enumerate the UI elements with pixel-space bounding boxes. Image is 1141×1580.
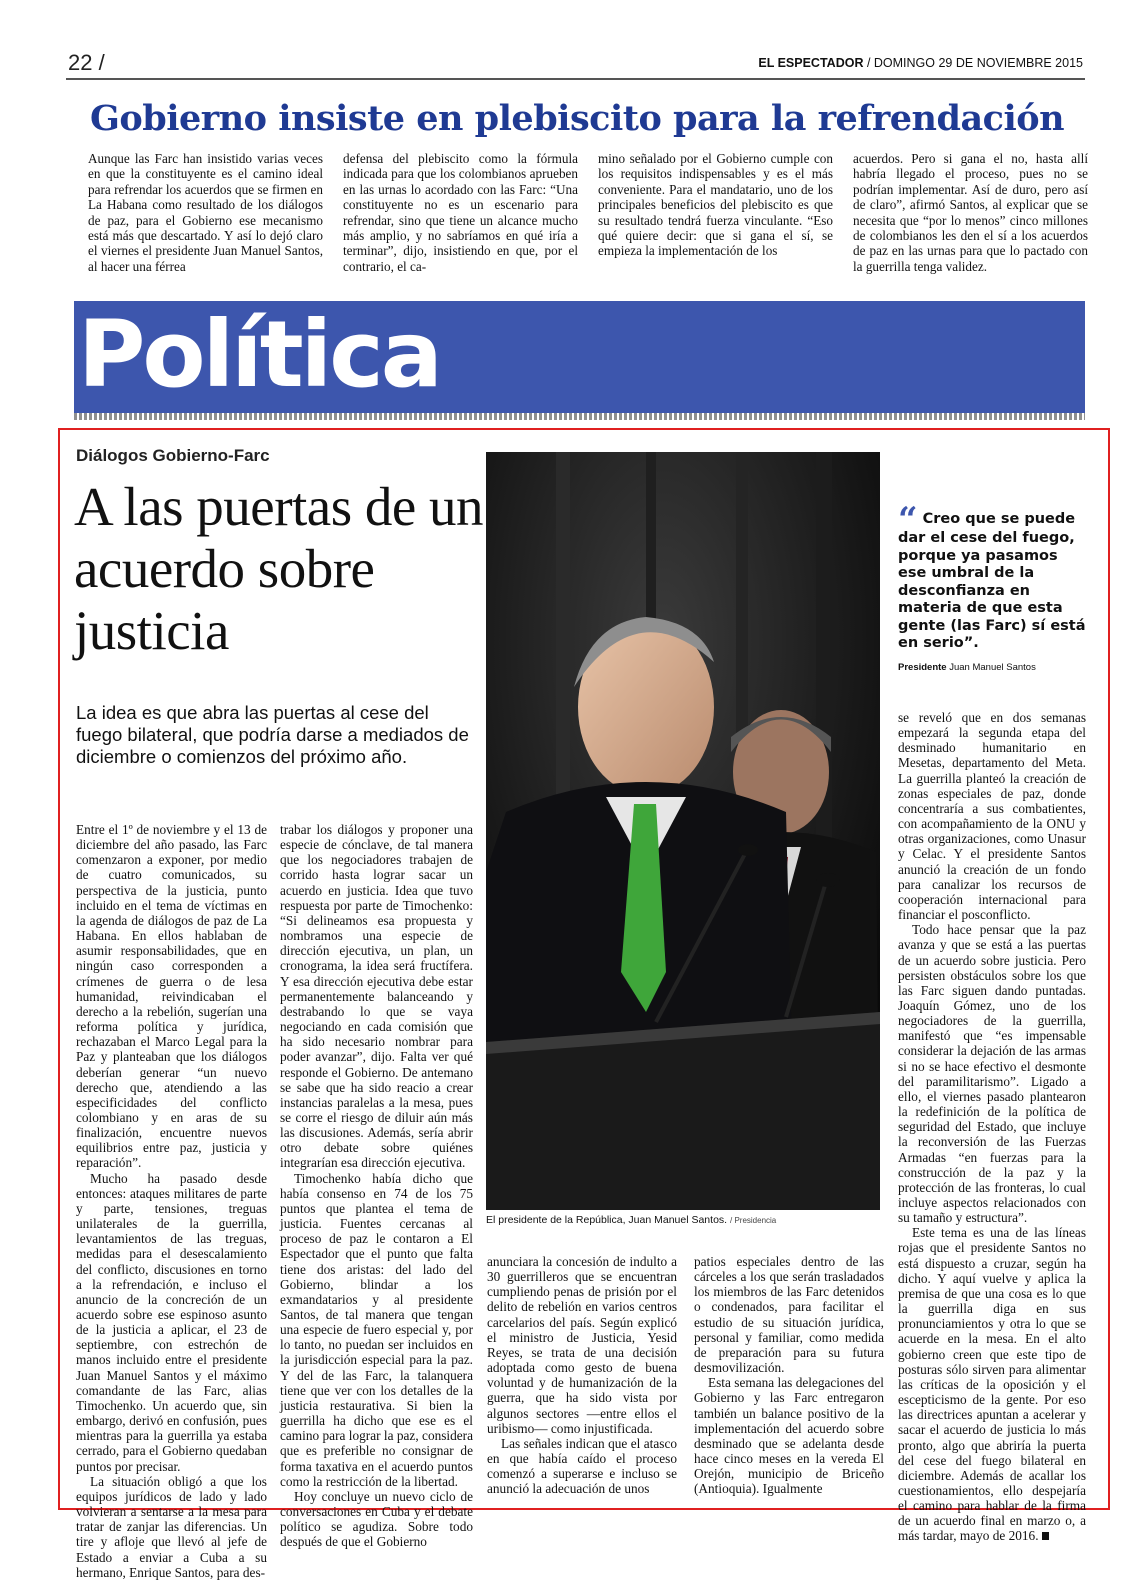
paragraph: se reveló que en dos semanas empezará la segunda etapa del desminado humanitario en Mesetas, departamento del Meta. La guerrilla planteó la creación de zonas especiales de paz, donde concentraría a sus combatientes, con acompañamiento de la ONU y otras organizaciones, como Unasur y Celac. Y el presidente Santos anunció la creación de un fondo para canalizar los recursos de cooperación internacional para financiar el posconflicto. — [898, 710, 1086, 923]
article-col-3 — [487, 1254, 677, 1504]
top-story-col-3: mino señalado por el Gobierno cumple con los requisitos indispensables y es el más conveniente. Para el mandatario, uno de los principales beneficios del plebiscito es que su resultado tendrá fuerza vinculante. “Eso qué quiere decir: que si gana el sí, se empieza la implementación de los — [598, 151, 833, 259]
quote-attribution — [898, 662, 1088, 673]
publication-date: / DOMINGO 29 DE NOVIEMBRE 2015 — [866, 56, 1083, 70]
pull-quote — [898, 500, 1088, 653]
paragraph: Timochenko había dicho que había consenso en 74 de los 75 puntos que plantea el tema de justicia. Fuentes cercanas al proceso de paz le contaron a El Espectador que el punto que falta tiene dos aristas: del lado del Gobierno, blindar a los exmandatarios y al presidente Santos, de tal manera que tengan una especie de fuero especial y, por lo tanto, no puedan ser incluidos en la jurisdicción especial para la paz. Y del de las Farc, la talanquera tiene que ver con los detalles de la justicia restaurativa. Si bien la guerrilla ha dicho que ese es el camino para lograr la paz, considera que es preferible no consignar de forma taxativa en el acuerdo puntos como la restricción de la libertad. — [280, 1170, 473, 1489]
paragraph: Todo hace pensar que la paz avanza y que se está a las puertas de un acuerdo sobre justicia. Pero persisten obstáculos sobre los que las Farc siguen dando puntadas. Joaquín Gómez, uno de los negociadores de la guerrilla, manifestó que “es impensable considerar la dejación de las armas si no se hace efectivo el desmonte del paramilitarismo”. Ligado a ello, el viernes pasado plantearon la redefinición de la política de seguridad del Estado, que incluye la reconversión de las Fuerzas Armadas “en fuerzas para la construcción de la paz y la protección de las fronteras, lo cual incluye aspectos relacionados con su tamaño y estructura”. — [898, 922, 1086, 1226]
paragraph: trabar los diálogos y proponer una especie de cónclave, de tal manera que los negociadores trabajen de corrido hasta lograr sacar un acuerdo en justicia. Idea que tuvo respuesta por parte de Timochenko: “Si delineamos esa propuesta y nombramos una especie de dirección ejecutiva, un plan, un cronograma, la idea será fructífera. Y esa dirección ejecutiva debe estar permanentemente balanceando y destrabando lo que se vaya negociando en cada comisión que ha sido necesario nombrar para poder avanzar”, dijo. Falta ver qué responde el Gobierno. De antemano se sabe que ha sido reacio a crear instancias paralelas a la mesa, pues se corre el riesgo de diluir aún más las discusiones. Además, sería abrir otro debate sobre quiénes integrarían esa dirección ejecutiva. — [280, 822, 473, 1171]
top-story-col-2: defensa del plebiscito como la fórmula indicada para que los colombianos aprueben en las urnas lo acordado con las Farc: “Una constituyente no es un escenario para refrendar, sino que tiene un alcance mucho más amplio, y no sabríamos en qué iría a terminar”, dijo, insistiendo en que, por el contrario, el ca- — [343, 151, 578, 274]
paragraph: La situación obligó a que los equipos jurídicos de lado y lado volvieran a sentarse a la mesa para tratar de zanjar las diferencias. Un tire y afloje que llevó al jefe de Estado a enviar a Cuba a su hermano, Enrique Santos, para des- — [76, 1473, 267, 1580]
paragraph: anunciara la concesión de indulto a 30 guerrilleros que se encuentran cumpliendo penas de prisión por el delito de rebelión en varios centros carcelarios del país. Según explicó el ministro de Justicia, Yesid Reyes, se trata de una decisión adoptada como gesto de buena voluntad y de humanización de la guerra, que ha sido vista por algunos sectores —entre ellos el uribismo— como injustificada. — [487, 1254, 677, 1436]
article-kicker: Diálogos Gobierno-Farc — [76, 446, 270, 465]
quote-name: Juan Manuel Santos — [949, 662, 1036, 673]
pull-quote-text: Creo que se puede dar el cese del fuego, porque ya pasamos ese umbral de la desconfianza en materia de que esta gente (las Farc) sí está en serio”. — [898, 511, 1086, 651]
article-col-4 — [694, 1254, 884, 1504]
banner-stripes — [74, 413, 1085, 420]
article-photo — [486, 452, 880, 1210]
publication-name: EL ESPECTADOR — [758, 56, 864, 70]
paragraph: Esta semana las delegaciones del Gobierno y las Farc entregaron también un balance positivo de la implementación del acuerdo sobre desminado que se adelanta desde hace cinco meses en la vereda El Orejón, municipio de Briceño (Antioquia). Igualmente — [694, 1375, 884, 1497]
paragraph-text: Este tema es una de las líneas rojas que el presidente Santos no está dispuesto a cruzar, según ha dicho. Y aquí vuelve y aplica la premisa de que una cosa es lo que la guerrilla diga en sus pronunciamientos y otra lo que se acuerde en la mesa. En el alto gobierno creen que este tipo de posturas sólo sirven para alimentar las críticas de la oposición y el escepticismo de la gente. Por eso las directrices apuntan a acelerar y sacar el acuerdo de justicia lo más pronto, algo que abriría la puerta del cese del fuego bilateral en diciembre. Además de acallar los cuestionamientos, ello despejaría el camino para hablar de la firma de un acuerdo final en marzo o, a más tardar, mayo de 2016. — [898, 1225, 1086, 1544]
paragraph: patios especiales dentro de las cárceles a los que serán trasladados los miembros de las Farc detenidos o condenados, para facilitar el estudio de su situación jurídica, personal y familiar, como medida de preparación para su futura desmovilización. — [694, 1254, 884, 1376]
top-story-col-1: Aunque las Farc han insistido varias veces en que la constituyente es el camino ideal para refrendar los acuerdos que se firmen en La Habana como resultado de los diálogos de paz, para el Gobierno ese mecanismo está más que descartado. Y así lo dejó claro el viernes el presidente Juan Manuel Santos, al hacer una férrea — [88, 151, 323, 274]
header-rule — [66, 78, 1085, 80]
article-col-1 — [76, 822, 267, 1580]
end-mark-icon — [1042, 1532, 1049, 1540]
photo-illustration — [486, 452, 880, 1210]
top-story-col-4: acuerdos. Pero si gana el no, hasta allí habría llegado el proceso, pues no se podrían implementar. Así de duro, pero así de claro”, afirmó Santos, al explicar que se necesita que “por lo menos” cinco millones de colombianos les den el sí a los acuerdos de paz en las urnas para que lo pactado con la guerrilla tenga validez. — [853, 151, 1088, 274]
quote-role: Presidente — [898, 662, 947, 673]
paragraph: Las señales indican que el atasco en que había caído el proceso comenzó a superarse e incluso se anunció la adecuación de unos — [487, 1435, 677, 1497]
photo-credit: / Presidencia — [730, 1216, 777, 1225]
masthead — [758, 56, 1083, 70]
page-number: 22 / — [68, 50, 105, 75]
paragraph: Entre el 1º de noviembre y el 13 de diciembre del año pasado, las Farc comenzaron a exponer, por medio de cuatro comunicados, su perspectiva de la justicia, punto incluido en el tema de víctimas en la agenda de diálogos de paz de La Habana. En ellos hablaban de asumir responsabilidades, que en ningún caso corresponden a crímenes de guerra o de lesa humanidad, reivindicaban el derecho a la rebelión, sugerían una reforma política y jurídica, rechazaban el Marco Legal para la Paz y planteaban que los diálogos deberían generar “un nuevo derecho que, atendiendo a las especificidades del conflicto colombiano y en aras de su finalización, encuentre nuevos equilibrios entre paz, justicia y reparación”. — [76, 822, 267, 1171]
paragraph: Mucho ha pasado desde entonces: ataques militares de parte y parte, tensiones, treguas unilaterales de la guerrilla, levantamientos de las treguas, medidas para el desescalamiento del conflicto, discusiones en torno a la refrendación, e incluso el anuncio de la concreción de un acuerdo sobre ese espinoso asunto de la justicia a aplicar, el 23 de septiembre, con estrechón de manos incluido entre el presidente Juan Manuel Santos y el máximo comandante de las Farc, alias Timochenko. Un acuerdo que, sin embargo, derivó en confusión, pues mientras para la guerrilla ya estaba cerrado, para el Gobierno quedaban puntos por precisar. — [76, 1170, 267, 1474]
photo-caption — [486, 1214, 886, 1226]
quote-mark-icon: “ — [898, 500, 918, 540]
article-subhead: La idea es que abra las puertas al cese del fuego bilateral, que podría darse a mediados de diciembre o comienzos del próximo año. — [76, 702, 469, 767]
article-col-2 — [280, 822, 473, 1550]
article-col-5 — [898, 710, 1086, 1544]
article-headline: A las puertas de un acuerdo sobre justicia — [74, 476, 484, 661]
section-title: Política — [78, 301, 440, 408]
paragraph: Hoy concluye un nuevo ciclo de conversaciones en Cuba y el debate político se agudiza. Sobre todo después de que el Gobierno — [280, 1488, 473, 1550]
paragraph-last — [898, 1225, 1086, 1543]
top-story-headline: Gobierno insiste en plebiscito para la refrendación — [90, 98, 1065, 139]
photo-caption-text: El presidente de la República, Juan Manuel Santos. — [486, 1214, 728, 1226]
top-story-body — [88, 151, 1088, 274]
